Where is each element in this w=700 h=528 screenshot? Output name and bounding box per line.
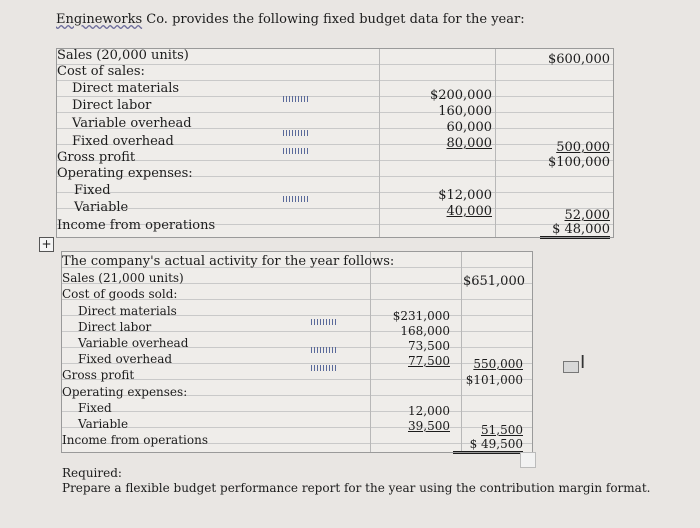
actual-income: $ 49,500 <box>453 438 523 454</box>
budget-cost-total: 500,000 <box>556 140 610 155</box>
budget-opex-total: 52,000 <box>564 208 610 223</box>
problem-heading <box>56 12 525 27</box>
actual-gross-profit: $101,000 <box>465 373 523 387</box>
actual-formula-dots <box>311 319 337 325</box>
budget-sales-total: $600,000 <box>547 52 610 67</box>
budget-formula-dots <box>283 96 309 102</box>
actual-cogs-total: 550,000 <box>473 357 523 371</box>
actual-opex-total: 51,500 <box>481 423 523 437</box>
budget-gross-profit: $100,000 <box>547 155 610 170</box>
required-label: Required: <box>62 466 122 480</box>
budget-formula-dots <box>283 148 309 154</box>
budget-sales-label: Sales (20,000 units) <box>57 48 189 63</box>
budget-variable: 40,000 <box>446 204 492 219</box>
required-text: Prepare a flexible budget performance report for the year using the contribution margin format. <box>62 481 651 495</box>
actual-sales-label: Sales (21,000 units) <box>62 271 184 285</box>
budget-fixed-overhead-label: Fixed overhead <box>72 134 174 149</box>
actual-income-label: Income from operations <box>62 433 208 447</box>
budget-formula-dots <box>283 130 309 136</box>
actual-fixed-overhead: 77,500 <box>408 354 450 368</box>
budget-gross-profit-label: Gross profit <box>57 150 136 165</box>
actual-direct-materials-label: Direct materials <box>78 304 177 318</box>
budget-cost-of-sales-label: Cost of sales: <box>57 64 145 79</box>
actual-variable: 39,500 <box>408 419 450 433</box>
actual-fixed-label: Fixed <box>78 401 112 415</box>
actual-formula-dots <box>311 347 337 353</box>
add-row-icon[interactable]: + <box>39 237 54 252</box>
empty-cell[interactable] <box>520 452 536 468</box>
actual-direct-labor: 168,000 <box>400 324 450 338</box>
budget-operating-expenses-label: Operating expenses: <box>57 166 193 181</box>
budget-variable-label: Variable <box>74 200 129 215</box>
budget-income: $ 48,000 <box>540 223 610 239</box>
actual-direct-labor-label: Direct labor <box>78 320 152 334</box>
actual-variable-label: Variable <box>78 417 129 431</box>
actual-intro: The company's actual activity for the year follows: <box>62 254 395 269</box>
actual-sales-total: $651,000 <box>462 274 525 289</box>
actual-variable-overhead-label: Variable overhead <box>78 336 189 350</box>
budget-variable-overhead: 60,000 <box>446 120 492 135</box>
budget-formula-dots <box>283 196 309 202</box>
actual-operating-expenses-label: Operating expenses: <box>62 385 188 399</box>
budget-direct-labor-label: Direct labor <box>72 98 152 113</box>
spreadsheet-button-icon[interactable] <box>563 361 579 373</box>
budget-direct-materials: $200,000 <box>429 88 492 103</box>
actual-fixed: 12,000 <box>408 404 450 418</box>
actual-formula-dots <box>311 365 337 371</box>
budget-direct-materials-label: Direct materials <box>72 81 180 96</box>
budget-fixed-overhead: 80,000 <box>446 136 492 151</box>
company-name: Engineworks <box>56 12 143 27</box>
budget-fixed: $12,000 <box>438 188 492 203</box>
actual-direct-materials: $231,000 <box>392 309 450 323</box>
text-cursor-icon: I <box>580 352 586 373</box>
budget-income-label: Income from operations <box>57 218 216 233</box>
actual-gross-profit-label: Gross profit <box>62 368 135 382</box>
budget-variable-overhead-label: Variable overhead <box>72 116 192 131</box>
heading-text: Co. provides the following fixed budget data for the year: <box>142 12 525 27</box>
actual-fixed-overhead-label: Fixed overhead <box>78 352 173 366</box>
actual-cogs-label: Cost of goods sold: <box>62 287 178 301</box>
actual-variable-overhead: 73,500 <box>408 339 450 353</box>
budget-direct-labor: 160,000 <box>438 104 492 119</box>
budget-fixed-label: Fixed <box>74 183 111 198</box>
